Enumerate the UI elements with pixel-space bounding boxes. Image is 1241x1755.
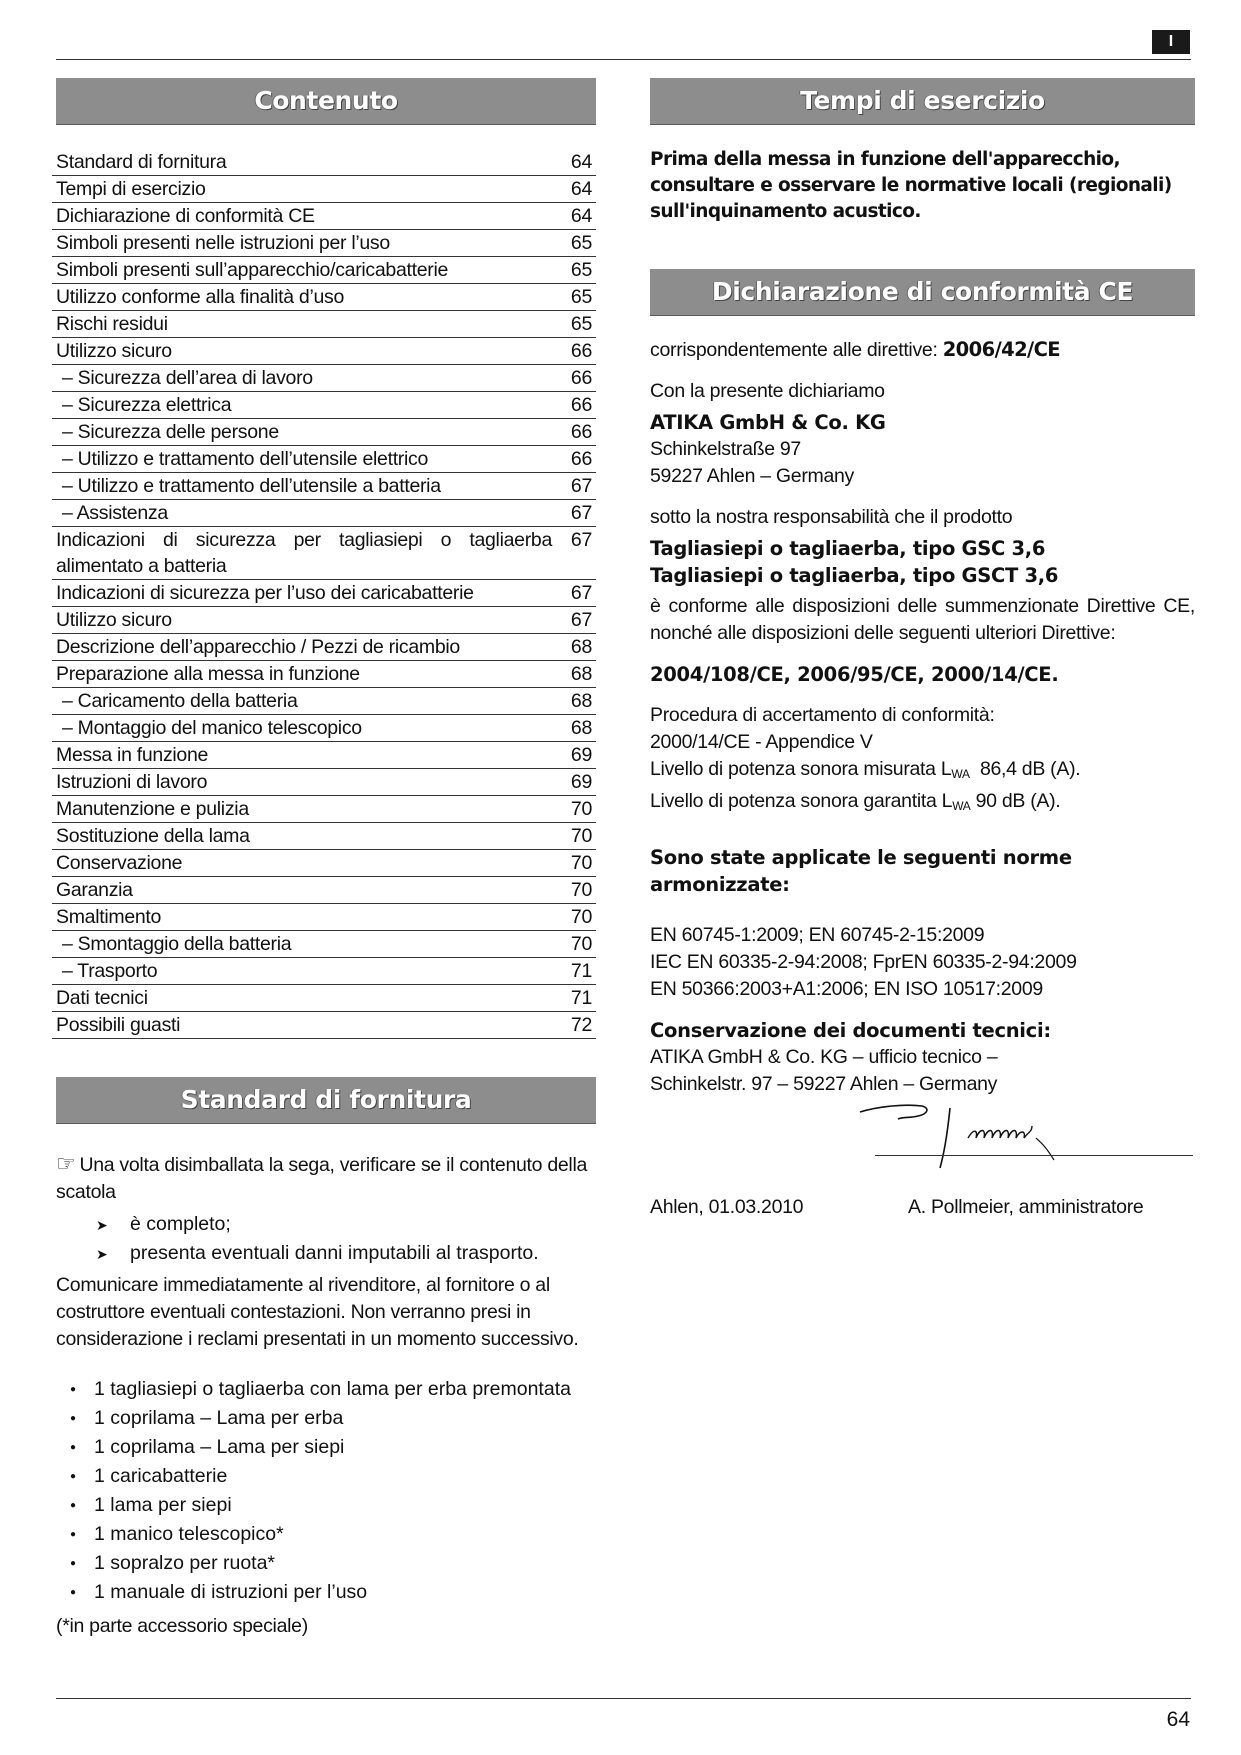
ce-norm: EN 60745-1:2009; EN 60745-2-15:2009 (650, 924, 985, 946)
toc-row (52, 607, 596, 634)
ce-product-2: Tagliasiepi o tagliaerba, tipo GSCT 3,6 (650, 564, 1059, 587)
ce-docs-line-1: ATIKA GmbH & Co. KG – ufficio tecnico – (650, 1046, 998, 1068)
toc-row (52, 446, 596, 473)
toc-entry-page: 65 (570, 313, 592, 335)
toc-row (52, 904, 596, 931)
ce-street: Schinkelstraße 97 (650, 438, 801, 460)
toc-row (52, 500, 596, 527)
signature-caption (650, 1196, 1195, 1219)
toc-entry-page: 65 (570, 232, 592, 254)
toc-row (52, 742, 596, 769)
toc-row (52, 877, 596, 904)
toc-entry-page: 70 (570, 933, 592, 955)
toc-entry-page: 64 (570, 151, 592, 173)
toc-entry-page: 65 (570, 286, 592, 308)
toc-entry-title: Utilizzo conforme alla finalità d’uso (56, 286, 345, 308)
list-item: ● 1 tagliasiepi o tagliaerba con lama per erba premontata (70, 1375, 596, 1404)
ce-norm: EN 50366:2003+A1:2006; EN ISO 10517:2009 (650, 978, 1043, 1000)
toc-row (52, 769, 596, 796)
toc-entry-page: 64 (570, 178, 592, 200)
toc-row (52, 958, 596, 985)
ce-company: ATIKA GmbH & Co. KG (650, 411, 886, 434)
toc-entry-title: Utilizzo sicuro (56, 340, 172, 362)
ce-directive: 2006/42/CE (942, 338, 1061, 361)
list-item: ● 1 manico telescopico* (70, 1520, 596, 1549)
toc-entry-page: 67 (570, 529, 592, 551)
ce-procedure-label: Procedura di accertamento di conformità: (650, 704, 995, 726)
list-item: ● 1 lama per siepi (70, 1491, 596, 1520)
toc-row (52, 527, 596, 580)
toc-entry-title: Indicazioni di sicurezza per tagliasiepi o tagliaerba alimentato a batteria (56, 529, 552, 577)
list-item: ● 1 manuale di istruzioni per l’uso (70, 1578, 596, 1607)
toc-row (52, 392, 596, 419)
toc-entry-title: Indicazioni di sicurezza per l’uso dei caricabatterie (56, 582, 474, 604)
ce-conform: è conforme alle disposizioni delle summenzionate Direttive CE, nonché alle disposizioni delle seguenti ulteriori Direttive: (650, 595, 1195, 644)
toc-row (52, 931, 596, 958)
toc-entry-title: – Sicurezza delle persone (62, 421, 279, 443)
toc-entry-page: 70 (570, 798, 592, 820)
toc-entry-page: 70 (570, 906, 592, 928)
delivery-items (70, 1375, 596, 1607)
ce-further-directives: 2004/108/CE, 2006/95/CE, 2000/14/CE. (650, 663, 1059, 686)
toc-entry-page: 68 (570, 663, 592, 685)
toc-entry-title: – Utilizzo e trattamento dell’utensile elettrico (62, 448, 429, 470)
toc-row (52, 580, 596, 607)
signature-graphic (850, 1098, 1150, 1188)
toc-row (52, 796, 596, 823)
toc-row (52, 419, 596, 446)
ce-docs-line-2: Schinkelstr. 97 – 59227 Ahlen – Germany (650, 1073, 998, 1095)
toc-row (52, 176, 596, 203)
tempi-text: Prima della messa in funzione dell'apparecchio, consultare e osservare le normative locali (regionali) sull'inquinamento acustico. (650, 149, 1172, 222)
toc-entry-page: 68 (570, 636, 592, 658)
toc-entry-title: Istruzioni di lavoro (56, 771, 208, 793)
toc-entry-page: 66 (570, 421, 592, 443)
place-date: Ahlen, 01.03.2010 (650, 1196, 804, 1218)
pointing-hand-icon: ☞ (56, 1151, 76, 1176)
fornitura-footnote: (*in parte accessorio speciale) (56, 1615, 308, 1637)
toc-row (52, 1012, 596, 1039)
ce-guaranteed-level (650, 788, 1195, 820)
guaranteed-sub: WA (952, 799, 971, 813)
toc-row (52, 203, 596, 230)
list-item: ● 1 sopralzo per ruota* (70, 1549, 596, 1578)
toc-entry-title: – Assistenza (62, 502, 168, 524)
toc-entry-title: Tempi di esercizio (56, 178, 206, 200)
toc-entry-page: 70 (570, 825, 592, 847)
fornitura-notice: Comunicare immediatamente al rivenditore, al fornitore o al costruttore eventuali contestazioni. Non verranno presi in considerazione i reclami presentati in un momento successivo. (56, 1274, 579, 1350)
ce-city: 59227 Ahlen – Germany (650, 465, 855, 487)
check-list (96, 1210, 596, 1268)
tempi-heading: Tempi di esercizio (650, 78, 1195, 125)
toc-entry-page: 67 (570, 475, 592, 497)
toc-entry-title: Garanzia (56, 879, 133, 901)
toc-entry-title: Dati tecnici (56, 987, 148, 1009)
toc-row (52, 338, 596, 365)
toc-row (52, 634, 596, 661)
list-item: ➤ è completo; (96, 1210, 596, 1239)
list-item: ➤ presenta eventuali danni imputabili al trasporto. (96, 1239, 596, 1268)
toc-row (52, 473, 596, 500)
toc-row (52, 985, 596, 1012)
toc-entry-title: – Montaggio del manico telescopico (62, 717, 362, 739)
ce-norms-title: Sono state applicate le seguenti norme armonizzate: (650, 846, 1072, 896)
toc-heading: Contenuto (56, 78, 596, 125)
toc-entry-title: – Sicurezza elettrica (62, 394, 232, 416)
fornitura-heading: Standard di fornitura (56, 1077, 596, 1124)
toc-entry-title: Sostituzione della lama (56, 825, 250, 847)
fornitura-intro-text: Una volta disimballata la sega, verificare se il contenuto della scatola (56, 1154, 588, 1203)
toc-entry-page: 70 (570, 852, 592, 874)
toc-row (52, 661, 596, 688)
toc-entry-page: 67 (570, 502, 592, 524)
toc-entry-page: 70 (570, 879, 592, 901)
ce-declare: Con la presente dichiariamo (650, 380, 885, 402)
signature-area (650, 1098, 1195, 1196)
top-rule (56, 59, 1191, 60)
toc-entry-title: Utilizzo sicuro (56, 609, 172, 631)
language-badge: I (1152, 30, 1190, 54)
guaranteed-label: Livello di potenza sonora garantita L (650, 790, 953, 812)
toc-entry-title: – Caricamento della batteria (62, 690, 298, 712)
ce-directive-label: corrispondentemente alle direttive: (650, 339, 938, 361)
ce-responsibility: sotto la nostra responsabilità che il prodotto (650, 506, 1013, 528)
toc-entry-page: 65 (570, 259, 592, 281)
toc-entry-page: 66 (570, 340, 592, 362)
toc-entry-title: Simboli presenti nelle istruzioni per l’uso (56, 232, 390, 254)
toc-row (52, 311, 596, 338)
ce-heading: Dichiarazione di conformità CE (650, 269, 1195, 316)
toc-entry-title: Smaltimento (56, 906, 162, 928)
toc-entry-page: 71 (570, 987, 592, 1009)
toc-row (52, 149, 596, 176)
toc-row (52, 230, 596, 257)
list-item: ● 1 caricabatterie (70, 1462, 596, 1491)
toc-entry-title: Standard di fornitura (56, 151, 227, 173)
toc-entry-page: 69 (570, 771, 592, 793)
guaranteed-value: 90 dB (A). (975, 790, 1061, 812)
toc-entry-page: 72 (570, 1014, 592, 1036)
measured-sub: WA (951, 767, 970, 781)
toc-entry-page: 71 (570, 960, 592, 982)
toc-entry-page: 66 (570, 448, 592, 470)
list-item: ● 1 coprilama – Lama per siepi (70, 1433, 596, 1462)
ce-docs-title: Conservazione dei documenti tecnici: (650, 1019, 1051, 1042)
toc-entry-title: Simboli presenti sull’apparecchio/caricabatterie (56, 259, 449, 281)
toc-entry-page: 68 (570, 690, 592, 712)
toc-entry-title: Manutenzione e pulizia (56, 798, 249, 820)
left-column (56, 78, 596, 1640)
toc-row (52, 284, 596, 311)
measured-value: 86,4 dB (A). (979, 758, 1081, 780)
toc-entry-page: 67 (570, 582, 592, 604)
toc-entry-page: 66 (570, 394, 592, 416)
toc-row (52, 715, 596, 742)
fornitura-intro (56, 1150, 596, 1206)
right-column (650, 78, 1195, 1219)
fornitura-section (56, 1077, 596, 1640)
toc-entry-title: Rischi residui (56, 313, 168, 335)
toc-row (52, 850, 596, 877)
toc-entry-title: – Smontaggio della batteria (62, 933, 292, 955)
toc-entry-title: Possibili guasti (56, 1014, 181, 1036)
ce-norm: IEC EN 60335-2-94:2008; FprEN 60335-2-94:2009 (650, 951, 1077, 973)
ce-measured-level (650, 756, 1195, 788)
toc-entry-page: 64 (570, 205, 592, 227)
toc-entry-title: Conservazione (56, 852, 183, 874)
ce-directive-line (650, 336, 1195, 364)
toc-entry-title: Descrizione dell’apparecchio / Pezzi de ricambio (56, 636, 460, 658)
toc-row (52, 257, 596, 284)
toc-entry-title: – Utilizzo e trattamento dell’utensile a batteria (62, 475, 441, 497)
toc-entry-title: Preparazione alla messa in funzione (56, 663, 360, 685)
toc-entry-title: – Trasporto (62, 960, 158, 982)
page-number: 64 (1166, 1708, 1190, 1731)
ce-procedure: 2000/14/CE - Appendice V (650, 731, 873, 753)
list-item: ● 1 coprilama – Lama per erba (70, 1404, 596, 1433)
toc-entry-title: Messa in funzione (56, 744, 209, 766)
toc-entry-title: – Sicurezza dell’area di lavoro (62, 367, 313, 389)
toc-entry-page: 66 (570, 367, 592, 389)
toc-entry-page: 69 (570, 744, 592, 766)
toc-row (52, 688, 596, 715)
toc-row (52, 365, 596, 392)
bottom-rule (56, 1698, 1191, 1699)
signature-line (875, 1155, 1193, 1156)
ce-product-1: Tagliasiepi o tagliaerba, tipo GSC 3,6 (650, 537, 1046, 560)
toc-row (52, 823, 596, 850)
measured-label: Livello di potenza sonora misurata L (650, 758, 952, 780)
signatory: A. Pollmeier, amministratore (908, 1196, 1144, 1218)
toc-entry-page: 67 (570, 609, 592, 631)
toc-entry-title: Dichiarazione di conformità CE (56, 205, 315, 227)
table-of-contents (52, 149, 596, 1039)
toc-entry-page: 68 (570, 717, 592, 739)
